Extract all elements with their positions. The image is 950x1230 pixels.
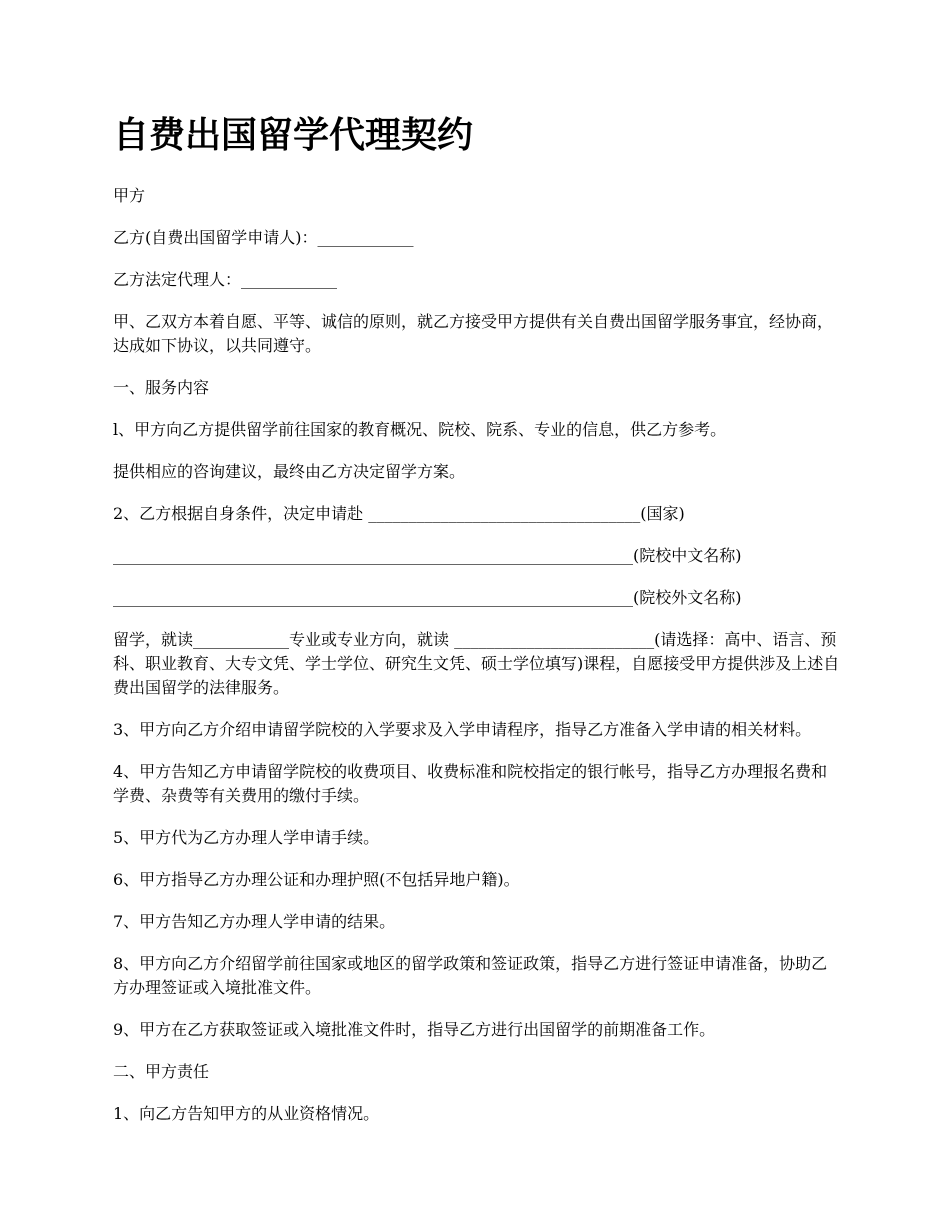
paragraph-party-a: 甲方	[113, 186, 146, 205]
paragraph-party-b: 乙方(自费出国留学申请人)：____________	[113, 228, 414, 247]
clause-4: 4、甲方告知乙方申请留学院校的收费项目、收费标准和院校指定的银行帐号，指导乙方办理报名费和学费、杂费等有关费用的缴付手续。	[113, 762, 828, 805]
clause-2-school-foreign-name: _________________________________________________________________(院校外文名称)	[113, 588, 742, 607]
clause-7: 7、甲方告知乙方办理人学申请的结果。	[113, 912, 396, 931]
clause-2-school-chinese-name: _________________________________________________________________(院校中文名称)	[113, 546, 742, 565]
clause-9: 9、甲方在乙方获取签证或入境批准文件时，指导乙方进行出国留学的前期准备工作。	[113, 1020, 716, 1039]
clause-2-program: 留学，就读____________专业或专业方向，就读 _________________________(请选择：高中、语言、预科、职业教育、大专文凭、学士学位、研究生文凭、硕士学位填写)课程，自愿接受甲方提供涉及上述自费出国留学的法律服务。	[113, 630, 840, 697]
clause-8: 8、甲方向乙方介绍留学前往国家或地区的留学政策和签证政策，指导乙方进行签证申请准备，协助乙方办理签证或入境批准文件。	[113, 954, 828, 997]
document-page	[113, 108, 843, 1144]
clause-1-continued: 提供相应的咨询建议，最终由乙方决定留学方案。	[113, 462, 466, 481]
clause-1: l、甲方向乙方提供留学前往国家的教育概况、院校、院系、专业的信息，供乙方参考。	[113, 420, 727, 439]
paragraph-preamble: 甲、乙双方本着自愿、平等、诚信的原则，就乙方接受甲方提供有关自费出国留学服务事宜，经协商，达成如下协议，以共同遵守。	[113, 312, 834, 355]
clause-6: 6、甲方指导乙方办理公证和办理护照(不包括异地户籍)。	[113, 870, 520, 889]
responsibility-1: 1、向乙方告知甲方的从业资格情况。	[113, 1104, 380, 1123]
section-heading-party-a-responsibilities: 二、甲方责任	[113, 1062, 210, 1081]
document-title: 自费出国留学代理契约	[113, 114, 474, 156]
clause-2-country: 2、乙方根据自身条件，决定申请赴 __________________________________(国家)	[113, 504, 685, 523]
paragraph-legal-representative: 乙方法定代理人：____________	[113, 270, 338, 289]
clause-3: 3、甲方向乙方介绍申请留学院校的入学要求及入学申请程序，指导乙方准备入学申请的相关材料。	[113, 720, 812, 739]
section-heading-service-content: 一、服务内容	[113, 378, 210, 397]
clause-5: 5、甲方代为乙方办理人学申请手续。	[113, 828, 380, 847]
